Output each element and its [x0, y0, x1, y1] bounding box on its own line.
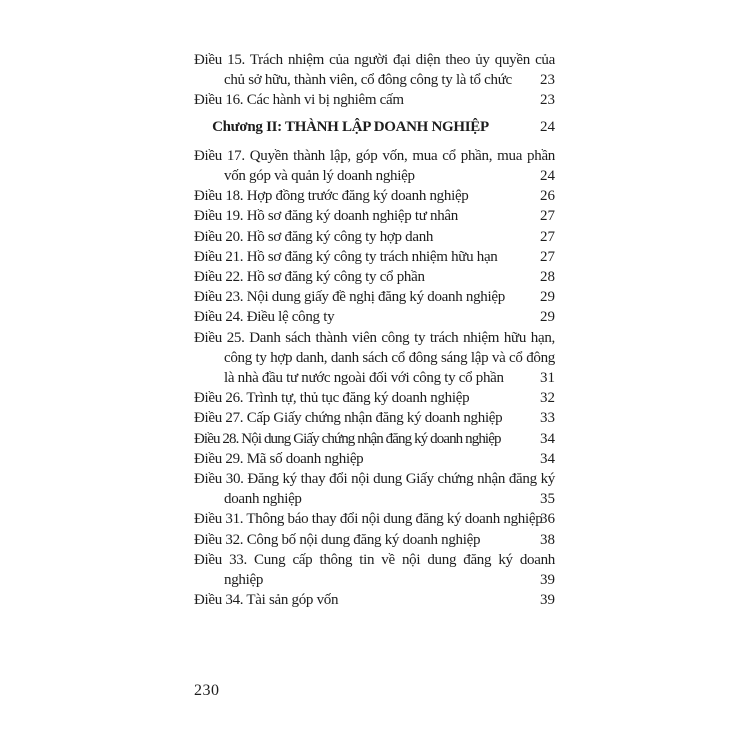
toc-entry-text: Điều 26. Trình tự, thủ tục đăng ký doanh nghiệp	[194, 390, 470, 407]
toc-entry-text: Điều 18. Hợp đồng trước đăng ký doanh nghiệp	[194, 188, 469, 205]
toc-entry-text: Điều 23. Nội dung giấy đề nghị đăng ký doanh nghiệp	[194, 289, 505, 306]
table-of-contents	[194, 50, 555, 610]
toc-entry-page-number: 27	[540, 248, 555, 265]
toc-entry-page-number: 39	[540, 592, 555, 609]
toc-entry-dieu-17	[194, 146, 555, 186]
toc-entry-text: Điều 25. Danh sách thành viên công ty trách nhiệm hữu hạn, công ty hợp danh, danh sách cổ đông sáng lập và cổ đông là nhà đầu tư nước ngoài đối với công ty cổ phần	[194, 329, 555, 387]
toc-entry-dieu-22	[194, 267, 555, 287]
toc-entry-text: Điều 15. Trách nhiệm của người đại diện theo ủy quyền của chủ sở hữu, thành viên, cổ đông công ty là tổ chức	[194, 52, 555, 89]
toc-entry-text: Điều 34. Tài sản góp vốn	[194, 592, 339, 609]
toc-entry-dieu-30	[194, 469, 555, 509]
toc-entry-text: Điều 27. Cấp Giấy chứng nhận đăng ký doanh nghiệp	[194, 410, 503, 427]
toc-entry-page-number: 23	[540, 92, 555, 109]
toc-entry-dieu-31	[194, 509, 555, 529]
toc-entry-text: Điều 21. Hồ sơ đăng ký công ty trách nhiệm hữu hạn	[194, 248, 498, 265]
toc-entry-dieu-26	[194, 388, 555, 408]
toc-entry-text: Điều 28. Nội dung Giấy chứng nhận đăng ký doanh nghiệp	[194, 430, 501, 447]
toc-entry-text: Điều 33. Cung cấp thông tin về nội dung đăng ký doanh nghiệp	[194, 551, 555, 589]
toc-entry-text: Điều 31. Thông báo thay đổi nội dung đăng ký doanh nghiệp	[194, 511, 543, 528]
toc-entry-dieu-34	[194, 590, 555, 610]
toc-entry-dieu-24	[194, 307, 555, 327]
toc-entry-page-number: 26	[540, 188, 555, 205]
toc-entry-page-number: 31	[540, 370, 555, 387]
toc-entry-dieu-33	[194, 550, 555, 590]
toc-entry-page-number: 28	[540, 269, 555, 286]
toc-entry-page-number: 27	[540, 208, 555, 225]
toc-entry-dieu-19	[194, 206, 555, 226]
toc-entry-dieu-23	[194, 287, 555, 307]
toc-entry-text: Điều 22. Hồ sơ đăng ký công ty cổ phần	[194, 269, 425, 286]
toc-entry-dieu-28	[194, 429, 555, 449]
toc-entry-text: Điều 20. Hồ sơ đăng ký công ty hợp danh	[194, 228, 434, 245]
toc-entry-text: Điều 32. Công bố nội dung đăng ký doanh nghiệp	[194, 531, 481, 548]
toc-entry-dieu-20	[194, 227, 555, 247]
toc-entry-page-number: 35	[540, 491, 555, 508]
toc-entry-text: Điều 30. Đăng ký thay đổi nội dung Giấy chứng nhận đăng ký doanh nghiệp	[194, 471, 555, 508]
toc-entry-dieu-25	[194, 328, 555, 389]
toc-entry-text: Điều 24. Điều lệ công ty	[194, 309, 335, 326]
toc-entry-dieu-32	[194, 530, 555, 550]
toc-entry-dieu-21	[194, 247, 555, 267]
folio-page-number: 230	[194, 682, 220, 699]
toc-entry-dieu-15	[194, 50, 555, 90]
toc-entry-page-number: 29	[540, 289, 555, 306]
toc-entry-page-number: 38	[540, 531, 555, 548]
toc-entry-page-number: 24	[540, 168, 555, 185]
toc-entry-page-number: 33	[540, 410, 555, 427]
toc-entry-text: Điều 16. Các hành vi bị nghiêm cấm	[194, 92, 404, 109]
toc-entry-text: Điều 19. Hồ sơ đăng ký doanh nghiệp tư nhân	[194, 208, 458, 225]
toc-chapter-title: Chương II: THÀNH LẬP DOANH NGHIỆP	[212, 118, 489, 135]
toc-entry-page-number: 24	[540, 118, 555, 135]
toc-entry-dieu-29	[194, 449, 555, 469]
toc-entry-text: Điều 29. Mã số doanh nghiệp	[194, 450, 364, 467]
toc-entry-page-number: 32	[540, 390, 555, 407]
toc-entry-page-number: 34	[540, 450, 555, 467]
toc-entry-page-number: 34	[540, 430, 555, 447]
toc-entry-page-number: 36	[540, 511, 555, 528]
toc-entry-page-number: 23	[540, 72, 555, 89]
toc-chapter-heading	[194, 117, 555, 137]
toc-entry-dieu-16	[194, 90, 555, 110]
toc-entry-page-number: 29	[540, 309, 555, 326]
toc-entry-text: Điều 17. Quyền thành lập, góp vốn, mua cổ phần, mua phần vốn góp và quản lý doanh nghiệp	[194, 147, 555, 185]
toc-entry-page-number: 39	[540, 572, 555, 589]
toc-entry-page-number: 27	[540, 228, 555, 245]
toc-entry-dieu-18	[194, 186, 555, 206]
toc-entry-dieu-27	[194, 408, 555, 428]
